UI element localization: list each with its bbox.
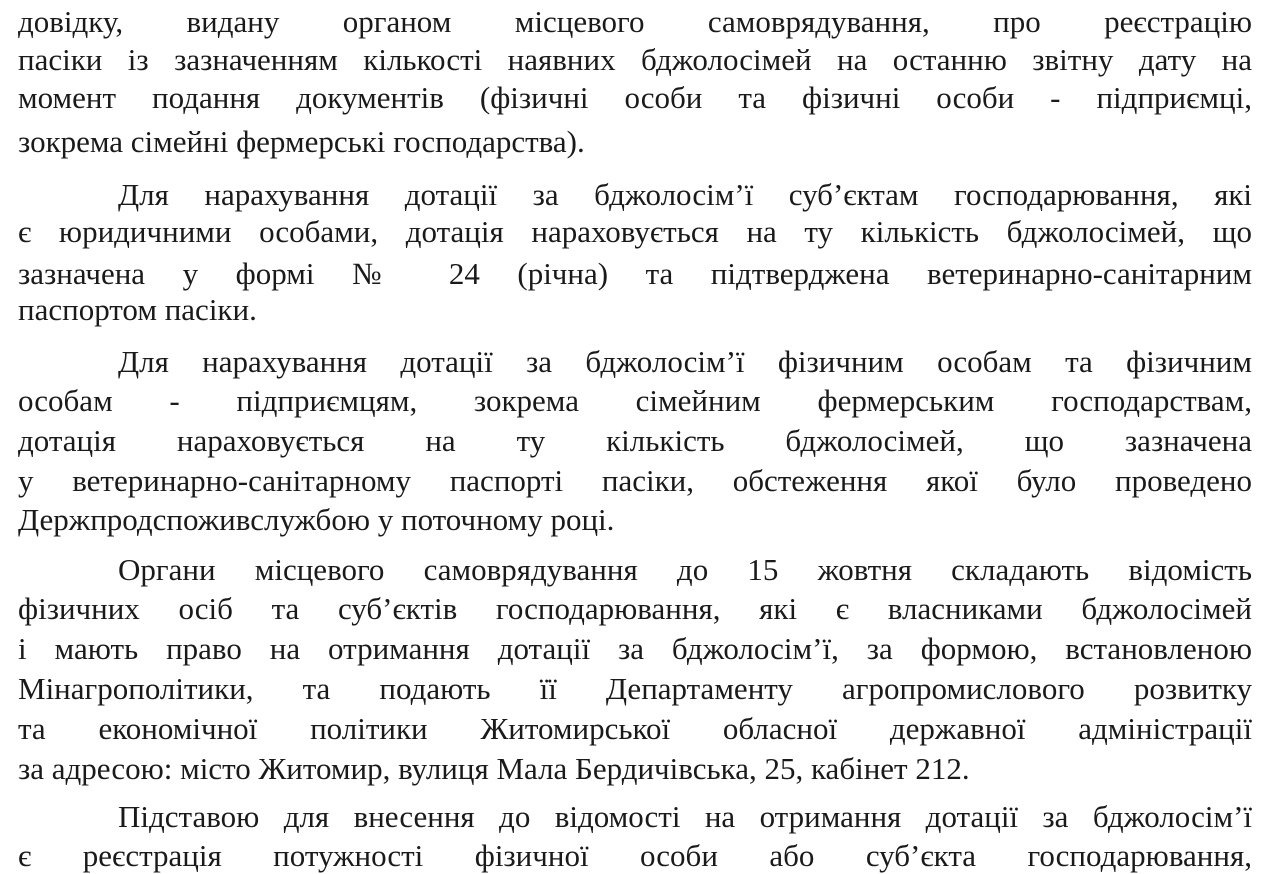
text-line: зокрема сімейні фермерські господарства). xyxy=(18,124,585,159)
text-line: пасіки із зазначенням кількості наявних бджолосімей на останню звітну дату на xyxy=(18,42,1252,77)
text-line: за адресою: місто Житомир, вулиця Мала Бердичівська, 25, кабінет 212. xyxy=(18,751,970,786)
text-line: дотація нараховується на ту кількість бджолосімей, що зазначена xyxy=(18,423,1252,458)
text-line: Мінагрополітики, та подають її Департаменту агропромислового розвитку xyxy=(18,671,1252,706)
text-line: фізичних осіб та суб’єктів господарювання, які є власниками бджолосімей xyxy=(18,591,1252,626)
text-line: та економічної політики Житомирської обласної державної адміністрації xyxy=(18,711,1252,746)
text-line: Для нарахування дотації за бджолосім’ї суб’єктам господарювання, які xyxy=(118,177,1252,212)
text-line: зазначена у формі № 24 (річна) та підтверджена ветеринарно-санітарним xyxy=(18,256,1252,291)
text-line: і мають право на отримання дотації за бджолосім’ї, за формою, встановленою xyxy=(18,631,1252,666)
text-line: особам - підприємцям, зокрема сімейним фермерським господарствам, xyxy=(18,383,1252,418)
text-line: момент подання документів (фізичні особи та фізичні особи - підприємці, xyxy=(18,80,1252,115)
text-line: у ветеринарно-санітарному паспорті пасіки, обстеження якої було проведено xyxy=(18,463,1252,498)
text-line: Для нарахування дотації за бджолосім’ї фізичним особам та фізичним xyxy=(118,344,1252,379)
text-line: довідку, видану органом місцевого самоврядування, про реєстрацію xyxy=(18,4,1252,39)
text-line: Підставою для внесення до відомості на отримання дотації за бджолосім’ї xyxy=(118,799,1252,834)
text-line: є реєстрація потужності фізичної особи або суб’єкта господарювання, xyxy=(18,838,1252,873)
text-line: Органи місцевого самоврядування до 15 жовтня складають відомість xyxy=(118,552,1252,587)
text-line: паспортом пасіки. xyxy=(18,292,257,327)
text-line: є юридичними особами, дотація нараховується на ту кількість бджолосімей, що xyxy=(18,214,1252,249)
text-line: Держпродспоживслужбою у поточному році. xyxy=(18,502,615,537)
